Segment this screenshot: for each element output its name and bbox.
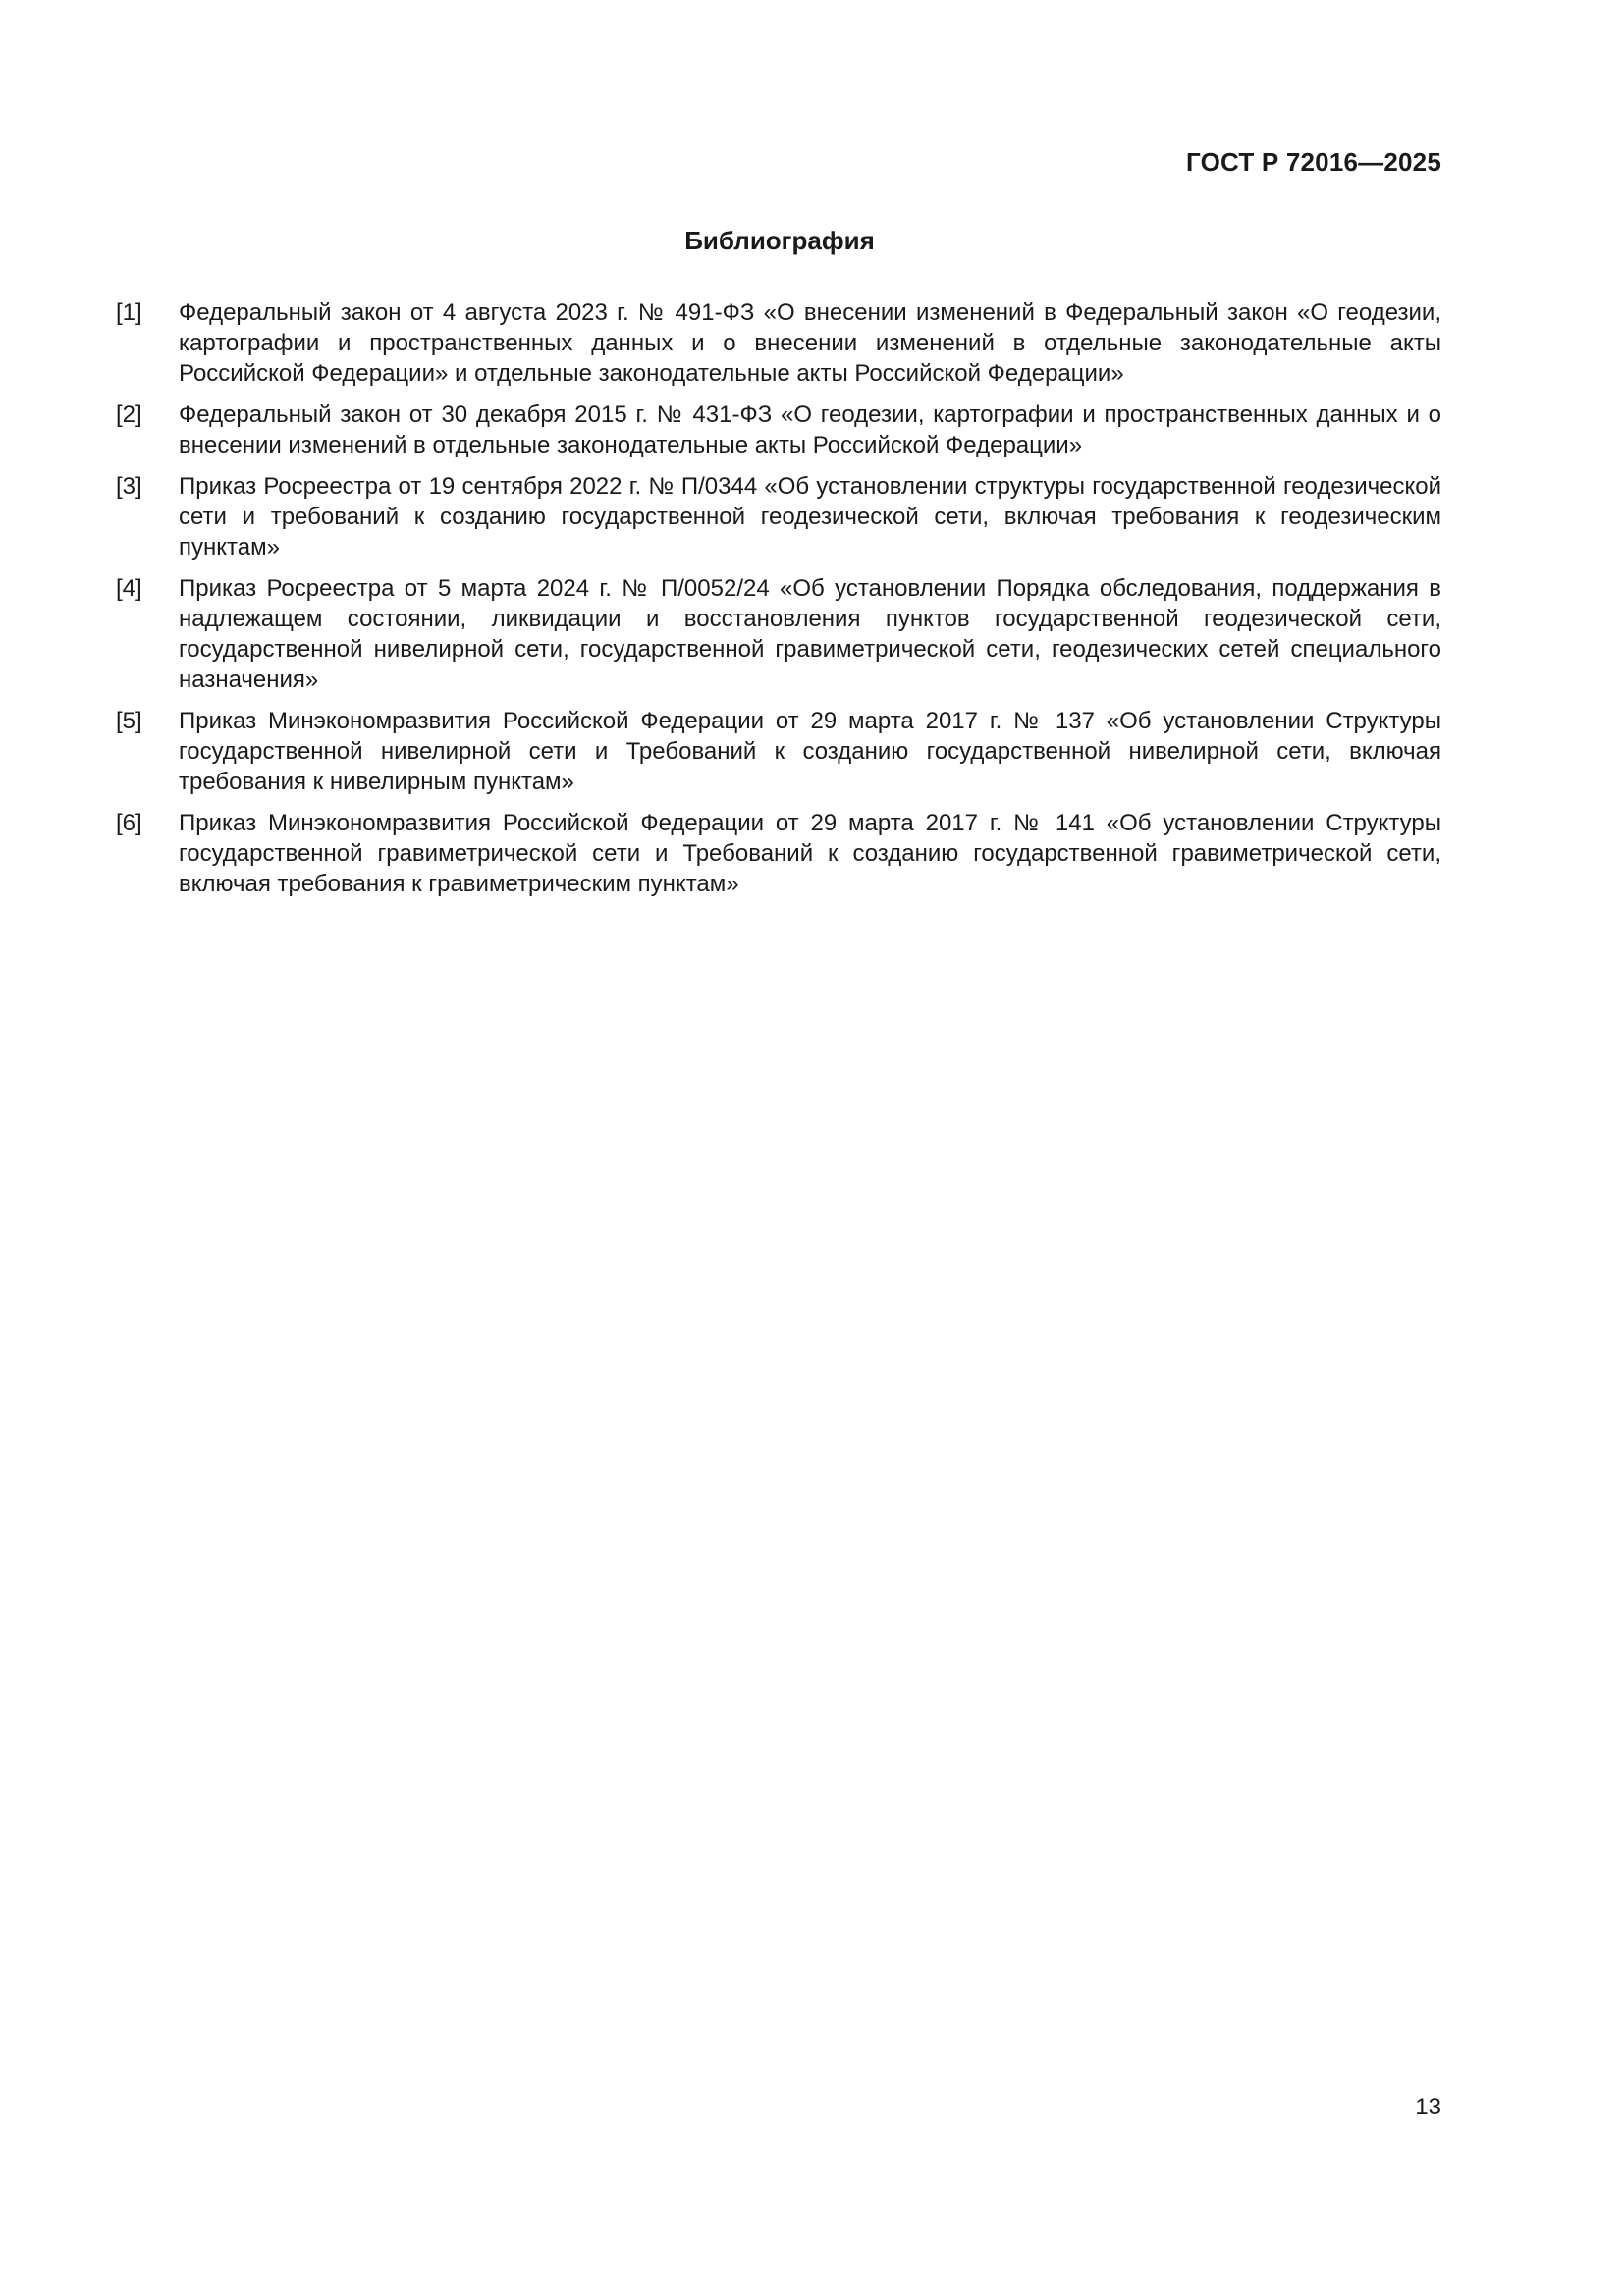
entry-number: [4] <box>116 575 142 602</box>
entry-text: Приказ Минэкономразвития Российской Федерации от 29 марта 2017 г. № 141 «Об установлении Структуры государственной гравиметрической сети и Требований к созданию государственной гравиметрической сети, включая требования к гравиметрическим пунктам» <box>179 810 1441 897</box>
entry-text: Приказ Росреестра от 19 сентября 2022 г. № П/0344 «Об установлении структуры государственной геодезической сети и требований к созданию государственной геодезической сети, включая требования к геодезическим пунктам» <box>179 473 1441 561</box>
section-title: Библиография <box>684 226 875 255</box>
entry-text: Приказ Минэкономразвития Российской Федерации от 29 марта 2017 г. № 137 «Об установлении Структуры государственной нивелирной сети и Требований к созданию государственной нивелирной сети, включая требования к нивелирным пунктам» <box>179 708 1441 795</box>
bibliography-entry <box>116 471 1441 562</box>
entry-number: [6] <box>116 810 142 836</box>
bibliography-list <box>116 297 1441 910</box>
bibliography-entry <box>116 706 1441 797</box>
bibliography-entry <box>116 573 1441 695</box>
entry-text: Приказ Росреестра от 5 марта 2024 г. № П/0052/24 «Об установлении Порядка обследования, поддержания в надлежащем состоянии, ликвидации и восстановления пунктов государственной геодезической сети, государственной нивелирной сети, государственной гравиметрической сети, геодезических сетей специального назначения» <box>179 575 1441 693</box>
document-code: ГОСТ Р 72016—2025 <box>1186 147 1441 177</box>
page-number: 13 <box>1415 2094 1441 2120</box>
entry-number: [3] <box>116 473 142 500</box>
entry-number: [2] <box>116 401 142 428</box>
entry-number: [1] <box>116 299 142 326</box>
bibliography-entry <box>116 400 1441 460</box>
entry-text: Федеральный закон от 4 августа 2023 г. № 491-ФЗ «О внесении изменений в Федеральный закон «О геодезии, картографии и пространственных данных и о внесении изменений в отдельные законодательные акты Российской Федерации» и отдельные законодательные акты Российской Федерации» <box>179 299 1441 387</box>
bibliography-entry <box>116 297 1441 389</box>
entry-number: [5] <box>116 708 142 734</box>
bibliography-entry <box>116 808 1441 899</box>
entry-text: Федеральный закон от 30 декабря 2015 г. № 431-ФЗ «О геодезии, картографии и пространственных данных и о внесении изменений в отдельные законодательные акты Российской Федерации» <box>179 401 1441 458</box>
